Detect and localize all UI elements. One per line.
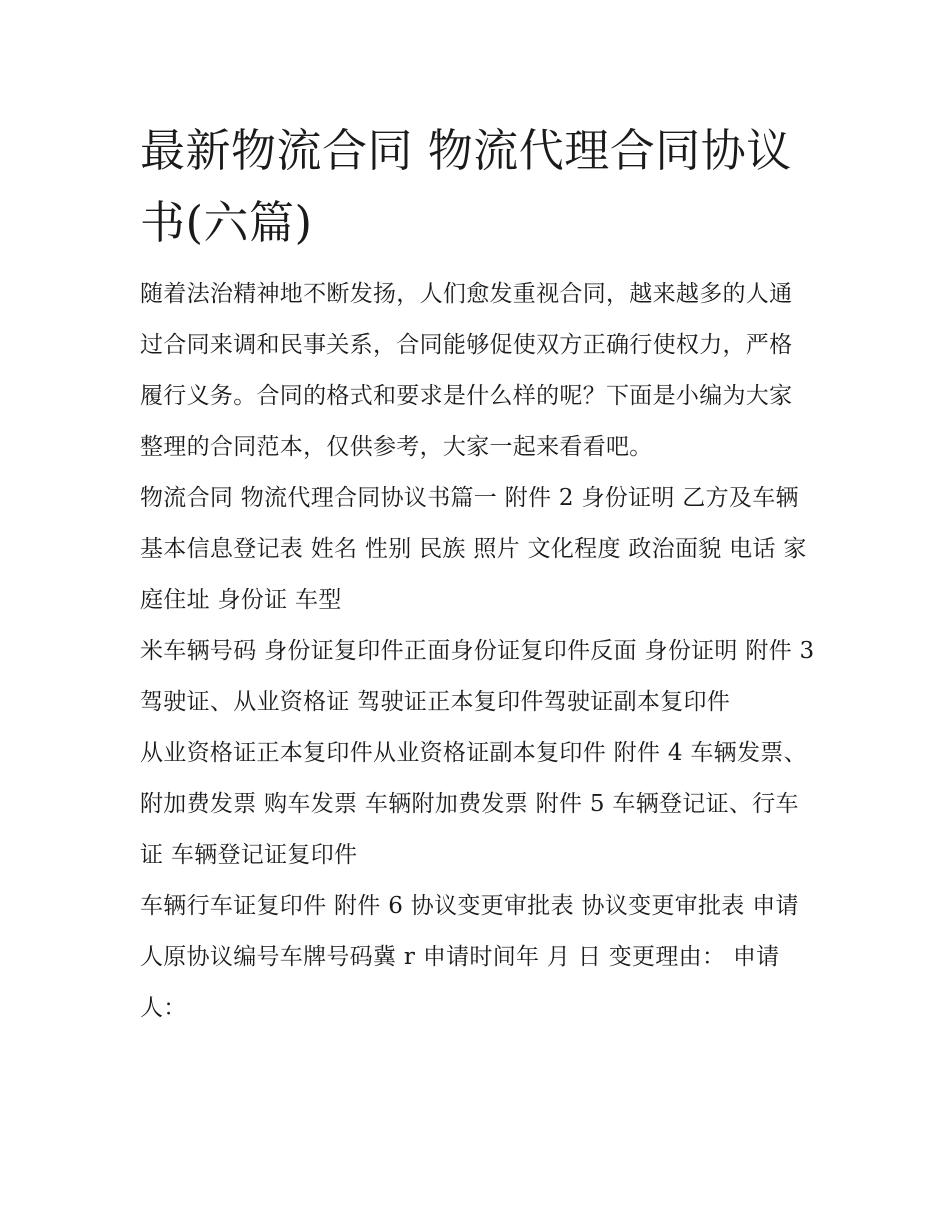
document-title: 最新物流合同 物流代理合同协议书(六篇) xyxy=(140,124,792,249)
paragraph-appendix-3: 米车辆号码 身份证复印件正面身份证复印件反面 身份证明 附件 3 驾驶证、从业资格证 驾驶证正本复印件驾驶证副本复印件 xyxy=(140,638,815,715)
paragraph-appendix-2: 物流合同 物流代理合同协议书篇一 附件 2 身份证明 乙方及车辆基本信息登记表 姓名 性别 民族 照片 文化程度 政治面貌 电话 家庭住址 身份证 车型 xyxy=(140,485,807,613)
paragraph-intro: 随着法治精神地不断发扬，人们愈发重视合同，越来越多的人通过合同来调和民事关系，合同能够促使双方正确行使权力，严格履行义务。合同的格式和要求是什么样的呢？下面是小编为大家整理的合同范本，仅供参考，大家一起来看看吧。 xyxy=(140,281,793,460)
paragraph-appendix-6: 车辆行车证复印件 附件 6 协议变更审批表 协议变更审批表 申请人原协议编号车牌号码冀 r 申请时间年 月 日 变更理由： 申请人： xyxy=(140,893,799,1021)
document-body xyxy=(140,115,815,1034)
paragraph-appendix-4-5: 从业资格证正本复印件从业资格证副本复印件 附件 4 车辆发票、附加费发票 购车发票 车辆附加费发票 附件 5 车辆登记证、行车证 车辆登记证复印件 xyxy=(140,740,807,868)
